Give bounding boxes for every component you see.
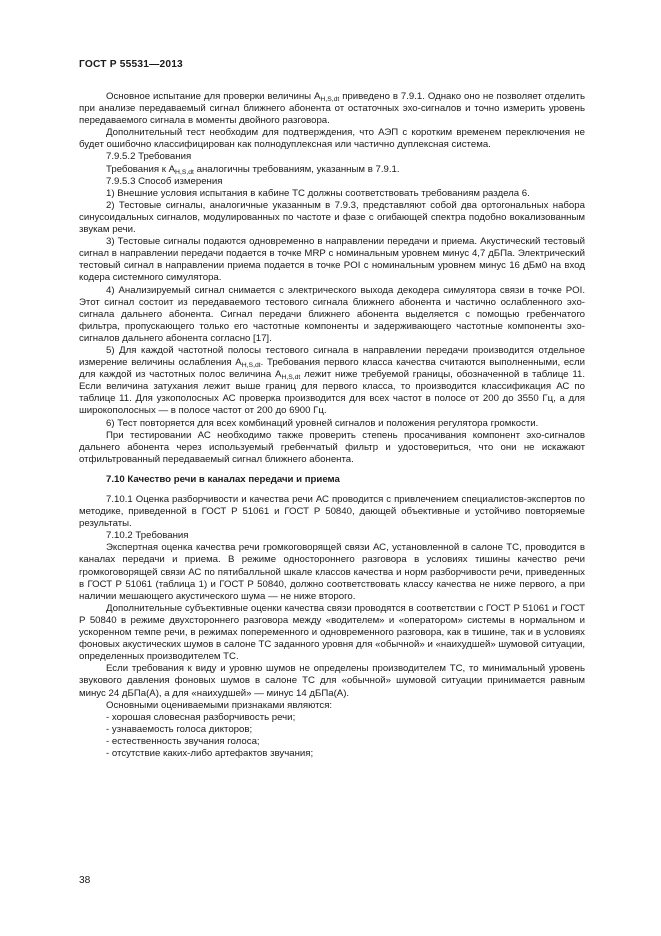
text-run: При тестировании АС необходимо также проверить степень просачивания компонент эхо-сигналов дальнего абонента через используемый гребенчатый фильтр и удостовериться, что они не искажают отфильтрованный передаваемый сигнал ближнего абонента. bbox=[79, 429, 585, 465]
paragraph bbox=[79, 151, 585, 163]
paragraph bbox=[79, 603, 585, 663]
paragraph bbox=[79, 91, 585, 127]
text-run: 7.10 Качество речи в каналах передачи и приема bbox=[106, 473, 340, 485]
paragraph bbox=[79, 200, 585, 236]
text-run: Экспертная оценка качества речи громкоговорящей связи АС, установленной в салоне ТС, проводится в каналах передачи и приема. В режиме одностороннего разговора в условиях тишины качество речи громкоговорящей связи АС по пятибалльной шкале классов качества и норм разборчивости речи, приведенных в ГОСТ Р 51061 (таблица 1) и ГОСТ Р 50840, должно соответствовать классу качества не ниже первого, а при наличии мешающего акустического шума — не ниже второго. bbox=[79, 542, 585, 602]
text-run: аналогичны требованиям, указанным в 7.9.1. bbox=[193, 163, 400, 175]
paragraph bbox=[79, 736, 585, 748]
text-run: Основными оцениваемыми признаками являются: bbox=[106, 699, 333, 711]
text-run: 7.10.1 Оценка разборчивости и качества речи АС проводится с привлечением специалистов-экспертов по методике, приведенной в ГОСТ Р 51061 и ГОСТ Р 50840, дающей объективные и устойчиво повторяемые результаты. bbox=[79, 494, 585, 530]
text-run: 2) Тестовые сигналы, аналогичные указанным в 7.9.3, представляют собой два ортогональных набора синусоидальных сигналов, модулированных по частоте и фазе с огибающей спектра подобно вокализованным звукам речи. bbox=[79, 199, 585, 236]
paragraph bbox=[79, 748, 585, 760]
paragraph bbox=[79, 127, 585, 151]
paragraph bbox=[79, 164, 585, 176]
paragraph bbox=[79, 494, 585, 530]
paragraph bbox=[79, 663, 585, 699]
text-run: 4) Анализируемый сигнал снимается с электрического выхода декодера симулятора связи в точке POI. Этот сигнал состоит из передаваемого тестового сигнала ближнего абонента и частично ослабленного эхо-сигнала дальнего абонента. Сигнал передачи ближнего абонента выделяется с помощью гребенчатого фильтра, пропускающего только его частотные компоненты и задерживающего частотные компоненты эхо-сигналов дальнего абонента согласно [17]. bbox=[79, 284, 585, 344]
paragraph bbox=[79, 724, 585, 736]
text-run: приведено в 7.9.1. Однако оно не позволяет отделить при анализе передаваемый сигнал ближнего абонента от остаточных эхо-сигналов и точно измерить уровень передаваемого сигнала в моменты двойного разговора. bbox=[79, 91, 585, 127]
text-run: лежит ниже требуемой границы, обозначенной в таблице 11. Если величина затухания лежит выше границ для первого класса, то производится классификация АС по таблице 11. Для узкополосных АС проверка производится для всех частот в полосе от 200 до 3550 Гц, а для широкополосных — в полосе частот от 200 до 6900 Гц. bbox=[79, 369, 585, 417]
paragraph bbox=[79, 345, 585, 418]
page-number: 38 bbox=[79, 875, 91, 886]
paragraph bbox=[79, 236, 585, 284]
paragraph bbox=[79, 418, 585, 430]
text-run: Требования к A bbox=[106, 163, 176, 175]
document-body bbox=[79, 91, 585, 760]
text-run: 7.10.2 Требования bbox=[106, 530, 189, 542]
paragraph bbox=[79, 712, 585, 724]
text-run: Дополнительный тест необходим для подтверждения, что АЭП с коротким временем переключения не будет ошибочно классифицирован как полнодуплексная или частично дуплексная система. bbox=[79, 127, 585, 151]
text-run: - отсутствие каких-либо артефактов звучания; bbox=[106, 747, 314, 759]
text-run: Основное испытание для проверки величины A bbox=[106, 91, 321, 102]
section-heading bbox=[79, 474, 585, 486]
paragraph bbox=[79, 176, 585, 188]
text-run: 7.9.5.2 Требования bbox=[106, 151, 192, 163]
text-run: . Требования первого класса качества считаются выполненными, если для каждой из частотных полос величина A bbox=[79, 357, 585, 381]
subscript: H,S,dt bbox=[320, 96, 340, 103]
text-run: - узнаваемость голоса дикторов; bbox=[106, 723, 253, 735]
page-header: ГОСТ Р 55531—2013 bbox=[79, 59, 183, 70]
subscript: H,S,dt bbox=[241, 362, 261, 370]
subscript: H,S,dt bbox=[281, 374, 301, 382]
text-run: Дополнительные субъективные оценки качества связи проводятся в соответствии с ГОСТ Р 51061 и ГОСТ Р 50840 в режиме двухстороннего разговора между «водителем» и «оператором» системы в нормальном и ускоренном темпе речи, в режимах попеременного и одновременного разговора, как в тишине, так и в условиях фоновых акустических шумов в салоне ТС заданного уровня для «обычной» и «наихудшей» шумовой ситуации, определенных производителем ТС. bbox=[79, 602, 585, 663]
paragraph bbox=[79, 542, 585, 602]
text-run: 7.9.5.3 Способ измерения bbox=[106, 175, 223, 187]
subscript: H,S,dt bbox=[175, 168, 194, 176]
text-run: 5) Для каждой частотной полосы тестового сигнала в направлении передачи производится отдельное измерение величины ослабления A bbox=[79, 344, 585, 369]
paragraph bbox=[79, 285, 585, 345]
text-run: 1) Внешние условия испытания в кабине ТС должны соответствовать требованиям раздела 6. bbox=[106, 187, 530, 199]
text-run: 6) Тест повторяется для всех комбинаций уровней сигналов и положения регулятора громкости. bbox=[106, 417, 539, 429]
text-run: Если требования к виду и уровню шумов не определены производителем ТС, то минимальный уровень звукового давления фоновых шумов в салоне ТС для «обычной» шумовой ситуации принимается равным минус 24 дБПа(А), а для «наихудшей» — минус 14 дБПа(А). bbox=[79, 663, 585, 699]
text-run: 3) Тестовые сигналы подаются одновременно в направлении передачи и приема. Акустический тестовый сигнал в направлении передачи подается в точке MRP с номинальным уровнем минус 4,7 дБПа. Электрический тестовый сигнал в направлении приема подается в точке POI с номинальным уровнем минус 16 дБм0 на вход кодера системного симулятора. bbox=[79, 236, 585, 284]
text-run: - хорошая словесная разборчивость речи; bbox=[106, 711, 296, 723]
paragraph bbox=[79, 430, 585, 466]
paragraph bbox=[79, 188, 585, 200]
text-run: - естественность звучания голоса; bbox=[106, 735, 260, 747]
paragraph bbox=[79, 530, 585, 542]
paragraph bbox=[79, 700, 585, 712]
